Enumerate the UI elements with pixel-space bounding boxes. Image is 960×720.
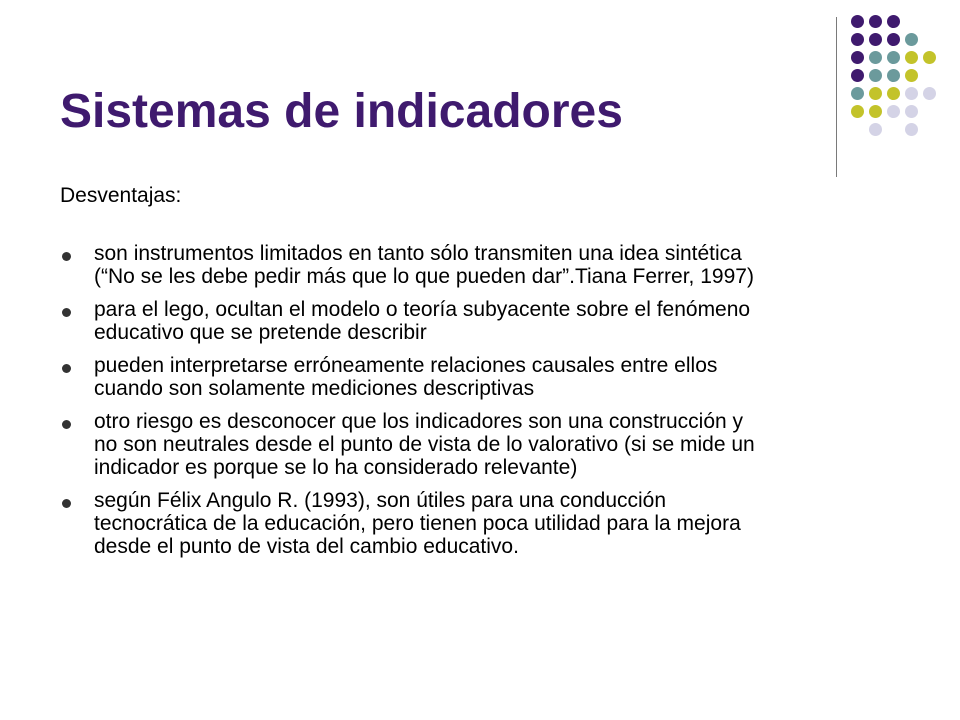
decorative-dot-icon: [887, 105, 900, 118]
bullet-line: indicador es porque se lo ha considerado relevante): [94, 456, 578, 479]
vertical-divider: [836, 17, 837, 177]
bullet-dot-icon: [62, 420, 71, 429]
decorative-dot-icon: [869, 69, 882, 82]
decorative-dot-icon: [887, 69, 900, 82]
decorative-dot-icon: [887, 33, 900, 46]
bullet-item: [60, 242, 910, 288]
bullet-item: [60, 354, 910, 400]
decorative-dot-icon: [869, 33, 882, 46]
bullet-line: cuando son solamente mediciones descriptivas: [94, 377, 535, 400]
decorative-dot-icon: [851, 51, 864, 64]
bullet-line: son instrumentos limitados en tanto sólo transmiten una idea sintética: [94, 242, 742, 265]
decorative-dot-icon: [851, 87, 864, 100]
slide-subtitle: Desventajas:: [60, 184, 182, 207]
decorative-dot-icon: [905, 87, 918, 100]
bullet-line: otro riesgo es desconocer que los indicadores son una construcción y: [94, 410, 744, 433]
bullet-line: desde el punto de vista del cambio educativo.: [94, 535, 519, 558]
decorative-dot-icon: [905, 33, 918, 46]
bullet-line: (“No se les debe pedir más que lo que pueden dar”.Tiana Ferrer, 1997): [94, 265, 754, 288]
bullet-line: según Félix Angulo R. (1993), son útiles para una conducción: [94, 489, 667, 512]
decorative-dot-icon: [851, 69, 864, 82]
decorative-dot-icon: [851, 15, 864, 28]
decorative-dot-icon: [905, 51, 918, 64]
decorative-dot-icon: [905, 123, 918, 136]
decorative-dot-icon: [869, 87, 882, 100]
decorative-dot-icon: [851, 105, 864, 118]
bullet-item: [60, 489, 910, 558]
decorative-dot-icon: [869, 123, 882, 136]
decorative-dot-icon: [869, 105, 882, 118]
bullet-line: pueden interpretarse erróneamente relaciones causales entre ellos: [94, 354, 718, 377]
decorative-dot-icon: [887, 51, 900, 64]
bullet-line: tecnocrática de la educación, pero tienen poca utilidad para la mejora: [94, 512, 741, 535]
slide-title: Sistemas de indicadores: [60, 85, 623, 138]
bullet-line: para el lego, ocultan el modelo o teoría subyacente sobre el fenómeno: [94, 298, 751, 321]
bullet-item: [60, 410, 910, 479]
decorative-dot-icon: [923, 51, 936, 64]
decorative-dot-icon: [869, 15, 882, 28]
bullet-list: [60, 242, 910, 568]
decorative-dot-icon: [887, 15, 900, 28]
bullet-line: educativo que se pretende describir: [94, 321, 427, 344]
decorative-dot-icon: [851, 33, 864, 46]
bullet-line: no son neutrales desde el punto de vista de lo valorativo (si se mide un: [94, 433, 755, 456]
decorative-dot-icon: [923, 87, 936, 100]
decorative-dot-icon: [905, 69, 918, 82]
bullet-item: [60, 298, 910, 344]
bullet-dot-icon: [62, 364, 71, 373]
decorative-dot-icon: [869, 51, 882, 64]
bullet-dot-icon: [62, 308, 71, 317]
bullet-dot-icon: [62, 252, 71, 261]
bullet-dot-icon: [62, 499, 71, 508]
decorative-dot-icon: [905, 105, 918, 118]
decorative-dot-icon: [887, 87, 900, 100]
